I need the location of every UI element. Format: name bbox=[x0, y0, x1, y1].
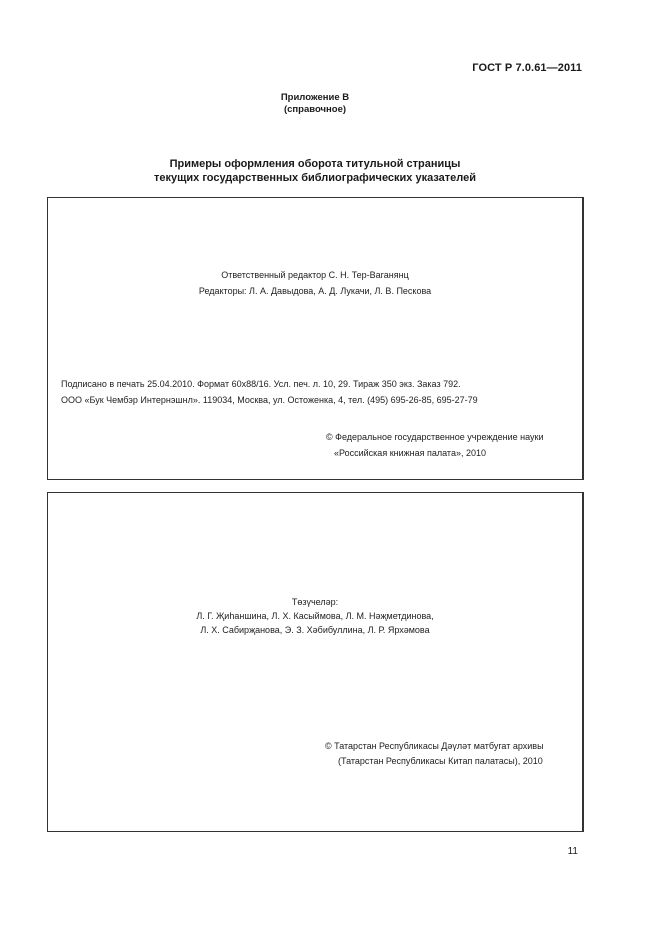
page-title bbox=[0, 157, 630, 185]
appendix-note: (справочное) bbox=[283, 104, 347, 115]
imprint-block bbox=[61, 379, 478, 411]
appendix-label: Приложение В bbox=[280, 92, 350, 103]
page-number: 11 bbox=[567, 846, 578, 857]
editors-block bbox=[48, 270, 582, 302]
copyright-1-line-2: «Российская книжная палата», 2010 bbox=[334, 448, 486, 458]
editor-in-chief: Ответственный редактор С. Н. Тер-Ваганянц bbox=[221, 270, 409, 280]
example-frame-1 bbox=[47, 197, 584, 480]
compilers-label: Төзүчеләр: bbox=[291, 597, 339, 607]
title-line-2: текущих государственных библиографических указателей bbox=[153, 172, 477, 184]
copyright-2-line-1: © Татарстан Республикасы Дәүләт матбугат архивы bbox=[325, 741, 544, 751]
copyright-block-2 bbox=[325, 741, 544, 771]
appendix-heading bbox=[0, 92, 630, 116]
compilers-block bbox=[48, 597, 582, 641]
copyright-2-line-2: (Татарстан Республикасы Китап палатасы), 2010 bbox=[338, 756, 543, 766]
title-line-1: Примеры оформления оборота титульной страницы bbox=[169, 158, 461, 170]
example-frame-2 bbox=[47, 492, 584, 832]
document-code: ГОСТ Р 7.0.61—2011 bbox=[472, 62, 582, 74]
compilers-line-1: Л. Г. Җиһаншина, Л. Х. Касыймова, Л. М. Нәҗметдинова, bbox=[196, 611, 434, 621]
imprint-line-2: ООО «Бук Чембэр Интернэшнл». 119034, Москва, ул. Остоженка, 4, тел. (495) 695-26-85, 695-27-79 bbox=[61, 395, 478, 405]
copyright-1-line-1: © Федеральное государственное учреждение науки bbox=[326, 432, 544, 442]
editors-list: Редакторы: Л. А. Давыдова, А. Д. Лукачи, Л. В. Пескова bbox=[198, 286, 432, 296]
compilers-line-2: Л. Х. Сабирҗанова, Э. З. Хәбибуллина, Л. Р. Ярхәмова bbox=[200, 625, 430, 635]
imprint-line-1: Подписано в печать 25.04.2010. Формат 60х88/16. Усл. печ. л. 10, 29. Тираж 350 экз. Заказ 792. bbox=[61, 379, 461, 389]
copyright-block-1 bbox=[326, 432, 544, 464]
